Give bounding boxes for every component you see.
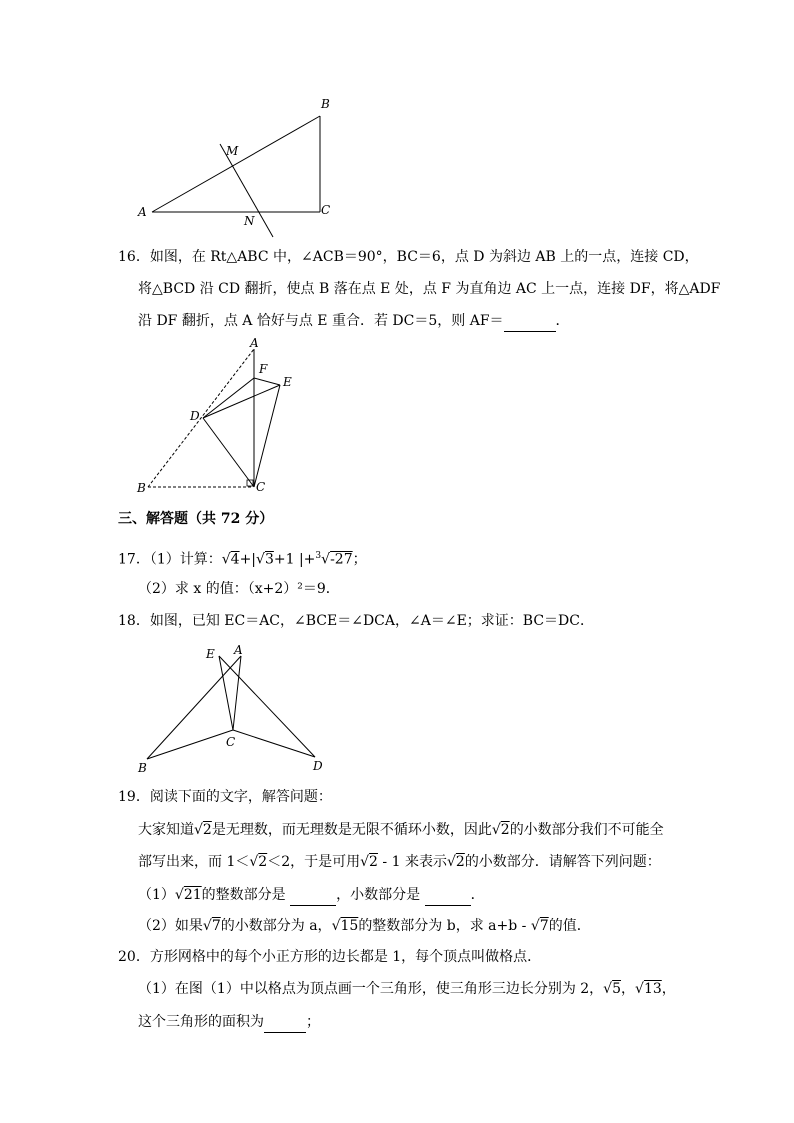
sqrt-symbol: √	[331, 918, 341, 934]
figure-18	[130, 642, 340, 777]
figure-15-triangle	[130, 92, 350, 242]
label-A: A	[234, 643, 243, 657]
answer-blank	[425, 885, 471, 906]
sqrt-symbol: √	[256, 551, 265, 568]
answer-blank	[290, 885, 336, 906]
label-N: N	[244, 214, 255, 228]
answer-blank	[504, 311, 556, 332]
q18-text: 18．如图，已知 EC＝AC，∠BCE＝∠DCA，∠A＝∠E；求证：BC＝DC．	[118, 613, 594, 629]
label-E: E	[206, 647, 215, 661]
label-D: D	[313, 759, 323, 773]
sqrt-symbol: √	[249, 854, 259, 870]
sqrt-symbol: √	[174, 887, 184, 903]
label-C: C	[256, 480, 266, 494]
q16-line-3: 沿 DF 翻折，点 A 恰好与点 E 重合．若 DC＝5，则 AF＝ ．	[138, 311, 570, 332]
sqrt-symbol: √	[202, 918, 212, 934]
label-F: F	[259, 362, 268, 376]
label-C: C	[321, 203, 331, 217]
sqrt-symbol: √	[360, 854, 370, 870]
sqrt-symbol: √	[221, 551, 231, 568]
figure-16-fold	[130, 336, 310, 498]
label-M: M	[226, 144, 239, 158]
sqrt-symbol: √	[194, 822, 203, 838]
cube-root-symbol: √	[321, 551, 331, 568]
label-C: C	[226, 735, 236, 749]
sqrt-symbol: √	[530, 918, 540, 934]
label-E: E	[283, 375, 292, 389]
sqrt-symbol: √	[491, 822, 501, 838]
answer-blank	[264, 1012, 306, 1033]
label-A: A	[138, 205, 147, 219]
sqrt-symbol: √	[635, 981, 644, 997]
section-title: 三、解答题（共 72 分）	[118, 511, 274, 527]
q20-text: 20．方形网格中的每个小正方形的边长都是 1，每个顶点叫做格点．	[118, 949, 542, 965]
q16-line-2: 将△BCD 沿 CD 翻折，使点 B 落在点 E 处，点 F 为直角边 AC 上一点，连接 DF，将△ADF	[138, 281, 721, 297]
label-A: A	[250, 336, 259, 350]
q20-sub-1-line-2: 这个三角形的面积为 ；	[138, 1012, 320, 1033]
q20-sub-1: （1）在图（1）中以格点为顶点画一个三角形，使三角形三边长分别为 2，√5，√13，	[138, 981, 676, 997]
sqrt-symbol: √	[446, 854, 456, 870]
q17-part-1: 17．（1）计算：√4+|√3+1 |+$^3$√-27；	[118, 551, 367, 568]
q19-sub-1: （1）√21的整数部分是 ，小数部分是 ．	[138, 885, 485, 906]
q19-line-2: 部写出来，而 1＜√2＜2，于是可用√2 - 1 来表示√2的小数部分．请解答下列问题：	[138, 854, 661, 870]
q17-part-2: （2）求 x 的值：（x+2）²＝9．	[138, 581, 340, 597]
q16-line-1: 16．如图，在 Rt△ABC 中，∠ACB＝90°，BC＝6，点 D 为斜边 AB 上的一点，连接 CD，	[118, 249, 699, 265]
q19-line-1: 大家知道√2是无理数，而无理数是无限不循环小数，因此√2的小数部分我们不可能全	[138, 822, 664, 838]
label-D: D	[190, 409, 200, 423]
label-B: B	[138, 761, 147, 775]
q19-sub-2: （2）如果√7的小数部分为 a，√15的整数部分为 b，求 a+b - √7的值．	[138, 918, 591, 934]
sqrt-symbol: √	[603, 981, 613, 997]
label-B: B	[321, 97, 330, 111]
q19-title: 19．阅读下面的文字，解答问题：	[118, 789, 332, 805]
label-B: B	[137, 481, 146, 495]
